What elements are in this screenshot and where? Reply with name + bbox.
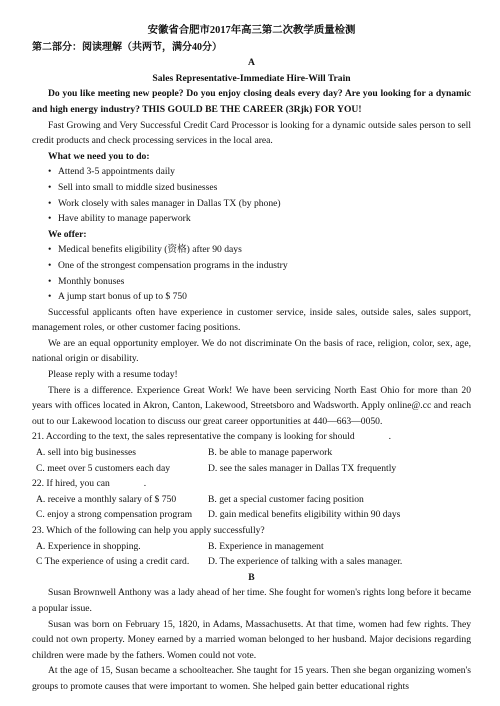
answer-option[interactable]: A. sell into big businesses bbox=[36, 447, 136, 459]
answer-option[interactable]: D. The experience of talking with a sales manager. bbox=[208, 556, 403, 568]
passage-a-letter: A bbox=[248, 57, 255, 69]
list-item: • Sell into small to middle sized businesses bbox=[48, 180, 471, 196]
answer-option[interactable]: A. Experience in shopping. bbox=[36, 540, 141, 552]
offer-label: We offer: bbox=[48, 228, 87, 240]
answer-option[interactable]: D. gain medical benefits eligibility within 90 days bbox=[208, 509, 401, 521]
need-label: What we need you to do: bbox=[48, 150, 150, 162]
passage-b-paragraph: At the age of 15, Susan became a schoolteacher. She taught for 15 years. Then she began organizing women's groups to promote causes that were important to women. She helped gain better educational rights bbox=[32, 665, 471, 692]
question-22-options bbox=[32, 492, 471, 523]
answer-option[interactable]: B. get a special customer facing position bbox=[208, 493, 364, 505]
answer-option[interactable]: A. receive a monthly salary of $ 750 bbox=[36, 493, 177, 505]
list-item: • One of the strongest compensation programs in the industry bbox=[48, 258, 471, 274]
passage-a-paragraph: There is a difference. Experience Great Work! We have been servicing North East Ohio for more than 20 years with offices located in Akron, Canton, Lakewood, Streetsboro and Wadsworth. Apply online@.cc and reach out to our Lakewood location to discuss our great career opportunities at 440—663—0050. bbox=[32, 384, 471, 427]
bullet-icon: • bbox=[48, 275, 52, 287]
bullet-icon: • bbox=[48, 197, 52, 209]
question-22: 22. If hired, you can . bbox=[32, 478, 147, 490]
list-item: • Medical benefits eligibility (资格) after 90 days bbox=[48, 242, 471, 258]
list-item: • A jump start bonus of up to $ 750 bbox=[48, 289, 471, 305]
passage-a-paragraph: We are an equal opportunity employer. We do not discriminate On the basis of race, religion, color, sex, age, national origin or disability. bbox=[32, 337, 471, 365]
list-item: • Have ability to manage paperwork bbox=[48, 211, 471, 227]
passage-a-heading: Sales Representative-Immediate Hire-Will Train bbox=[152, 72, 351, 84]
passage-b-letter: B bbox=[248, 571, 255, 583]
passage-b-paragraph: Susan was born on February 15, 1820, in Adams, Massachusetts. At that time, women had few rights. They could not own property. Money earned by a married woman belonged to her husband. Major decisions regarding children were made by the fathers. Women could not vote. bbox=[32, 618, 471, 661]
answer-option[interactable]: B. Experience in management bbox=[208, 540, 324, 552]
list-item: • Attend 3-5 appointments daily bbox=[48, 164, 471, 180]
bullet-icon: • bbox=[48, 291, 52, 303]
passage-a-paragraph: Successful applicants often have experience in customer service, inside sales, outside sales, sales support, management roles, or other customer facing positions. bbox=[32, 306, 471, 334]
question-23: 23. Which of the following can help you apply successfully? bbox=[32, 525, 265, 536]
bullet-icon: • bbox=[48, 181, 52, 193]
question-23-options bbox=[32, 539, 471, 570]
offer-list bbox=[32, 242, 471, 304]
list-item: • Monthly bonuses bbox=[48, 274, 471, 290]
question-21-options bbox=[32, 445, 471, 476]
answer-option[interactable]: C. meet over 5 customers each day bbox=[36, 462, 170, 474]
answer-option[interactable]: C The experience of using a credit card. bbox=[36, 556, 190, 568]
bullet-icon: • bbox=[48, 213, 52, 225]
question-21: 21. According to the text, the sales representative the company is looking for should . bbox=[32, 431, 392, 443]
passage-a-paragraph: Fast Growing and Very Successful Credit Card Processor is looking for a dynamic outside sales person to sell credit products and check processing services in the local area. bbox=[32, 119, 471, 147]
list-item: • Work closely with sales manager in Dallas TX (by phone) bbox=[48, 196, 471, 212]
need-list bbox=[32, 164, 471, 226]
section-heading: 第二部分：阅读理解（共两节，满分40分） bbox=[32, 41, 222, 53]
answer-option[interactable]: B. be able to manage paperwork bbox=[208, 447, 333, 459]
exam-title: 安徽省合肥市2017年高三第二次教学质量检测 bbox=[147, 25, 356, 36]
bullet-icon: • bbox=[48, 259, 52, 271]
passage-a-paragraph: Please reply with a resume today! bbox=[48, 369, 178, 381]
bullet-icon: • bbox=[48, 244, 52, 256]
bullet-icon: • bbox=[48, 166, 52, 178]
answer-option[interactable]: C. enjoy a strong compensation program bbox=[36, 509, 193, 521]
passage-b-paragraph: Susan Brownwell Anthony was a lady ahead of her time. She fought for women's rights long before it became a popular issue. bbox=[32, 587, 471, 614]
passage-a-intro: Do you like meeting new people? Do you enjoy closing deals every day? Are you looking for a dynamic and high energy industry? THIS GOULD BE THE CAREER (3Rjk) FOR YOU! bbox=[32, 88, 471, 115]
answer-option[interactable]: D. see the sales manager in Dallas TX frequently bbox=[208, 462, 397, 474]
